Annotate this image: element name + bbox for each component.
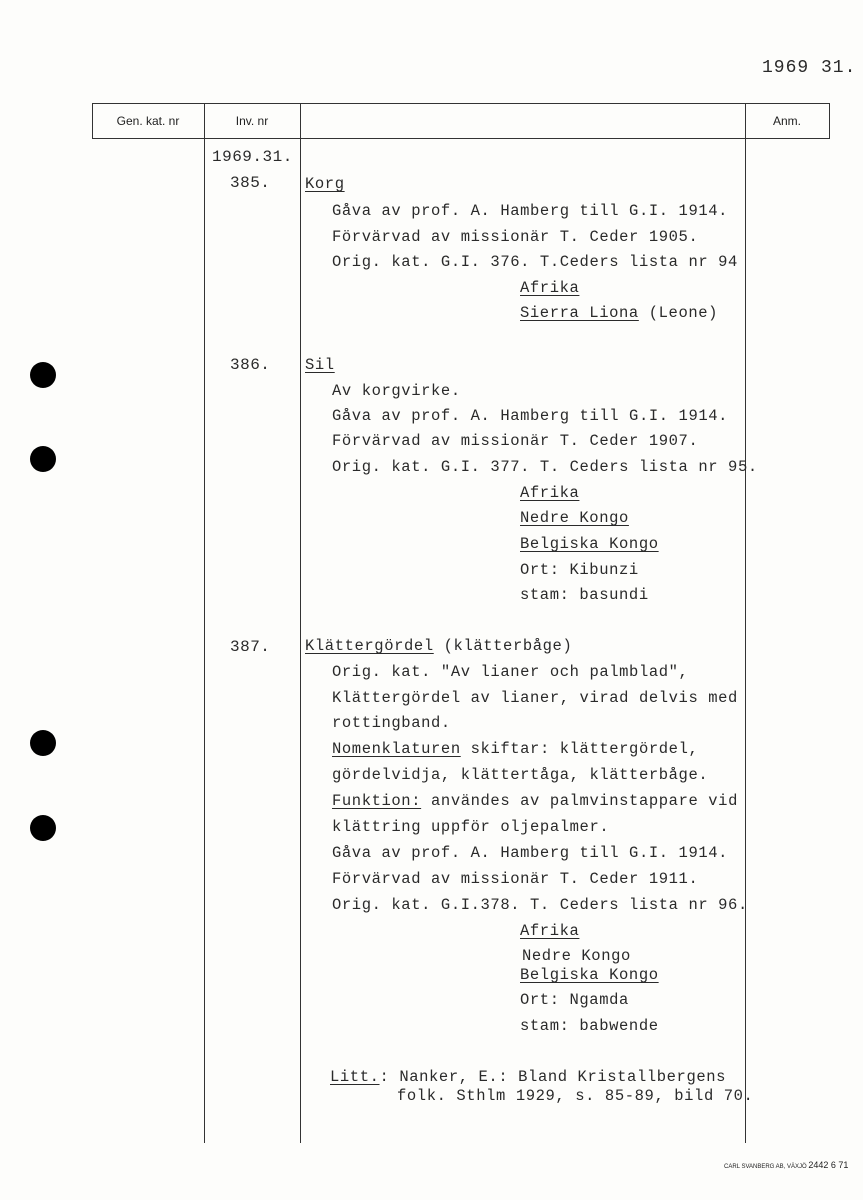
- punch-hole: [30, 815, 56, 841]
- entry-line: klättring uppför oljepalmer.: [332, 818, 610, 836]
- entry-region: Afrika: [520, 484, 580, 502]
- entry-line: Förvärvad av missionär T. Ceder 1907.: [332, 432, 699, 450]
- entry-line: Orig. kat. G.I. 377. T. Ceders lista nr 95.: [332, 458, 758, 476]
- series-number: 1969.31.: [212, 148, 293, 166]
- entry-place: Belgiska Kongo: [520, 535, 659, 553]
- column-divider-desc-anm: [745, 103, 746, 1143]
- litt-label: Litt.: [330, 1068, 380, 1086]
- table-right-border: [829, 103, 830, 139]
- entry-line: rottingband.: [332, 714, 451, 732]
- inv-number: 387.: [230, 638, 271, 656]
- entry-ort: Ort: Kibunzi: [520, 561, 639, 579]
- entry-place: Nedre Kongo: [520, 509, 629, 527]
- entry-line: Av korgvirke.: [332, 382, 461, 400]
- entry-nomenklatur-line: [332, 740, 698, 758]
- entry-title-note: (klätterbåge): [443, 637, 573, 655]
- printer-name: CARL SVANBERG AB, VÄXJÖ: [724, 1164, 807, 1170]
- entry-line: Orig. kat. G.I.378. T. Ceders lista nr 96.: [332, 896, 748, 914]
- entry-title-line: [305, 637, 572, 655]
- litt-line-1: [330, 1068, 726, 1086]
- punch-hole: [30, 446, 56, 472]
- header-gen-kat-nr: Gen. kat. nr: [116, 114, 180, 128]
- entry-place: Nedre Kongo: [522, 947, 631, 965]
- nomenklatur-label: Nomenklaturen: [332, 740, 461, 758]
- funktion-label: Funktion:: [332, 792, 422, 810]
- entry-stam: stam: basundi: [520, 586, 649, 604]
- header-anm: Anm.: [772, 114, 801, 128]
- litt-text-1: : Nanker, E.: Bland Kristallbergens: [379, 1068, 727, 1086]
- entry-line: Förvärvad av missionär T. Ceder 1911.: [332, 870, 699, 888]
- entry-place-note: (Leone): [648, 304, 719, 322]
- entry-place-line: [520, 304, 718, 322]
- column-divider-inv-desc: [300, 103, 301, 1143]
- entry-line: gördelvidja, klättertåga, klätterbåge.: [332, 766, 709, 784]
- entry-line: Gåva av prof. A. Hamberg till G.I. 1914.: [332, 202, 729, 220]
- entry-title: Sil: [305, 356, 335, 374]
- nomenklatur-text: skiftar: klättergördel,: [460, 740, 699, 758]
- header-inv-nr: Inv. nr: [235, 114, 269, 128]
- entry-line: Orig. kat. "Av lianer och palmblad",: [332, 663, 689, 681]
- entry-title: Klättergördel: [305, 637, 434, 655]
- entry-line: Förvärvad av missionär T. Ceder 1905.: [332, 228, 699, 246]
- entry-ort: Ort: Ngamda: [520, 991, 629, 1009]
- entry-region: Afrika: [520, 279, 580, 297]
- punch-hole: [30, 730, 56, 756]
- entry-region: Afrika: [520, 922, 580, 940]
- form-code: 2442 6 71: [808, 1160, 849, 1170]
- entry-place: Sierra Liona: [520, 304, 639, 322]
- sheet-number: 1969 31.: [762, 58, 857, 78]
- inv-number: 386.: [230, 356, 271, 374]
- entry-line: Klättergördel av lianer, virad delvis med: [332, 689, 738, 707]
- column-divider-gen-inv: [204, 103, 205, 1143]
- litt-line-2: folk. Sthlm 1929, s. 85-89, bild 70.: [397, 1087, 754, 1105]
- entry-funktion-line: [332, 792, 738, 810]
- entry-line: Gåva av prof. A. Hamberg till G.I. 1914.: [332, 844, 729, 862]
- inv-number: 385.: [230, 174, 271, 192]
- printer-mark: [724, 1160, 848, 1170]
- funktion-text: användes av palmvinstappare vid: [421, 792, 738, 810]
- punch-hole: [30, 362, 56, 388]
- entry-stam: stam: babwende: [520, 1017, 659, 1035]
- entry-line: Gåva av prof. A. Hamberg till G.I. 1914.: [332, 407, 729, 425]
- entry-place: Belgiska Kongo: [520, 966, 659, 984]
- header-bottom-border: [92, 138, 830, 139]
- entry-title: Korg: [305, 175, 345, 193]
- entry-line: Orig. kat. G.I. 376. T.Ceders lista nr 94: [332, 253, 738, 271]
